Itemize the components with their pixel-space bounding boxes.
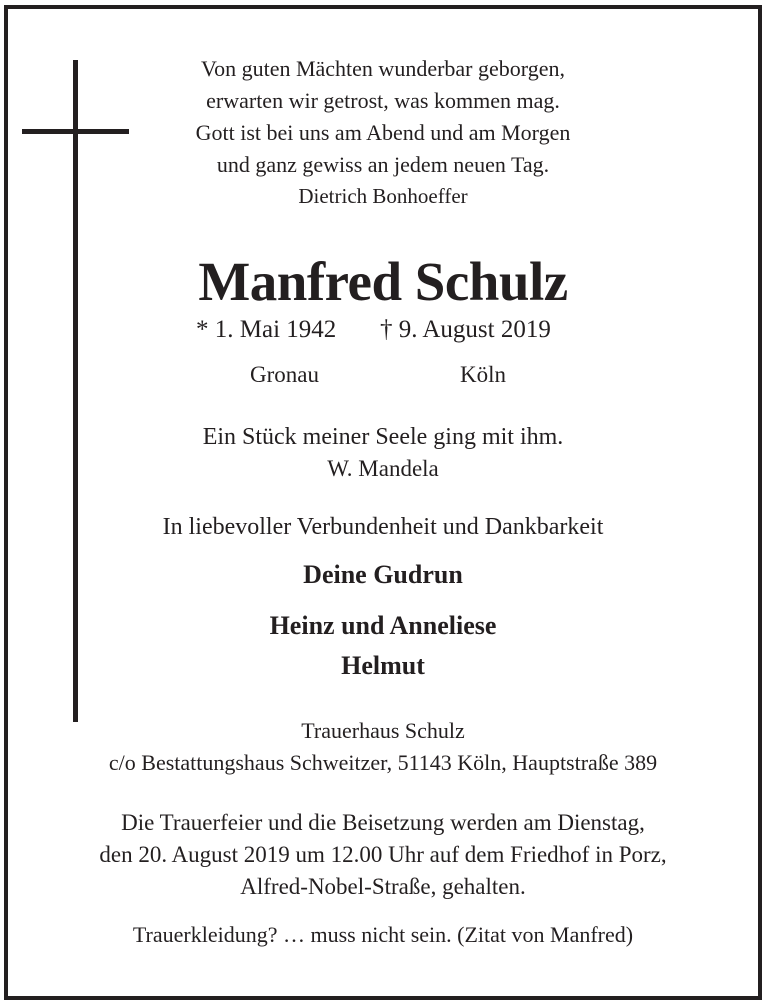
poem-line-2: erwarten wir getrost, was kommen mag.: [206, 88, 560, 113]
poem-line-1: Von guten Mächten wunderbar geborgen,: [201, 56, 565, 81]
dedication-line: In liebevoller Verbundenheit und Dankbarkeit: [162, 514, 604, 540]
poem-line-3: Gott ist bei uns am Abend und am Morgen: [195, 120, 571, 145]
quote-author: W. Mandela: [327, 456, 439, 481]
service-line-2: den 20. August 2019 um 12.00 Uhr auf dem Friedhof in Porz,: [99, 842, 667, 867]
death-place: Köln: [460, 362, 506, 387]
death-date: † 9. August 2019: [380, 316, 551, 343]
closing-line: Trauerkleidung? … muss nicht sein. (Zitat von Manfred): [132, 922, 634, 947]
deceased-name: Manfred Schulz: [198, 251, 568, 312]
birth-date: * 1. Mai 1942: [196, 316, 337, 343]
service-line-3: Alfred-Nobel-Straße, gehalten.: [240, 874, 526, 899]
service-line-1: Die Trauerfeier und die Beisetzung werden am Dienstag,: [121, 810, 645, 835]
mourner-2: Heinz und Anneliese: [269, 611, 497, 640]
birth-place: Gronau: [250, 362, 319, 387]
poem-line-4: und ganz gewiss an jedem neuen Tag.: [216, 152, 550, 177]
contact-line-1: Trauerhaus Schulz: [301, 718, 465, 743]
mourner-3: Helmut: [341, 651, 425, 680]
poem-author: Dietrich Bonhoeffer: [298, 184, 468, 208]
mourner-1: Deine Gudrun: [303, 560, 463, 589]
contact-line-2: c/o Bestattungshaus Schweitzer, 51143 Köln, Hauptstraße 389: [108, 750, 658, 775]
quote-text: Ein Stück meiner Seele ging mit ihm.: [202, 424, 564, 450]
